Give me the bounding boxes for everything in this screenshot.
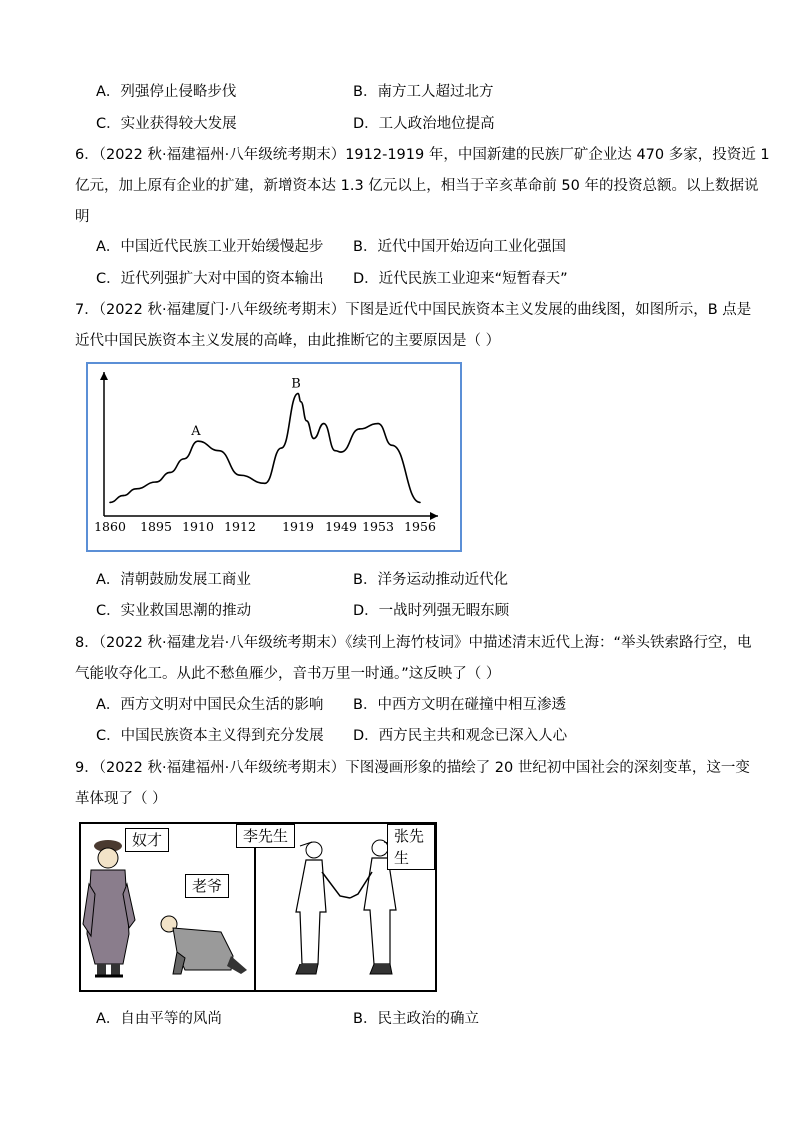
- q5-option-c[interactable]: C．实业获得较大发展: [96, 116, 237, 132]
- q5-option-d[interactable]: D．工人政治地位提高: [353, 116, 495, 132]
- q9-stem-line-1: 9．（2022 秋·福建福州·八年级统考期末）下图漫画形象的描绘了 20 世纪初中国社会的深刻变革，这一变: [75, 760, 750, 776]
- q6-option-b[interactable]: B．近代中国开始迈向工业化强国: [353, 239, 566, 255]
- q7-option-b[interactable]: B．洋务运动推动近代化: [353, 572, 508, 588]
- q8-stem-line-1: 8．（2022 秋·福建龙岩·八年级统考期末）《续刊上海竹枝词》中描述清末近代上海：“举头铁索路行空，电: [75, 635, 752, 651]
- data-point: [300, 401, 302, 403]
- q7-option-a[interactable]: A．清朝鼓励发展工商业: [96, 572, 251, 588]
- social-change-cartoon: [79, 822, 437, 992]
- q7-stem-line-2: 近代中国民族资本主义发展的高峰，由此推断它的主要原因是（ ）: [75, 333, 501, 349]
- chart-svg: [88, 364, 460, 550]
- bubble-li: 李先生: [236, 824, 295, 848]
- data-point: [359, 428, 361, 430]
- q7-option-d[interactable]: D．一战时列强无暇东顾: [353, 603, 510, 619]
- x-tick-label: 1895: [140, 519, 172, 534]
- q9-stem-line-2: 革体现了（ ）: [75, 791, 167, 807]
- q6-option-c[interactable]: C．近代列强扩大对中国的资本输出: [96, 271, 324, 287]
- q8-option-a[interactable]: A．西方文明对中国民众生活的影响: [96, 697, 324, 713]
- q6-stem-line-3: 明: [75, 209, 90, 225]
- x-tick-label: 1860: [94, 519, 126, 534]
- point-label-a: A: [191, 424, 201, 440]
- bubble-master: 老爷: [185, 874, 229, 898]
- x-tick-label: 1956: [404, 519, 436, 534]
- q7-option-c[interactable]: C．实业救国思潮的推动: [96, 603, 252, 619]
- q6-stem-line-1: 6．（2022 秋·福建福州·八年级统考期末）1912-1919 年，中国新建的民族厂矿企业达 470 多家，投资近 1: [75, 147, 770, 163]
- data-point: [297, 393, 299, 395]
- q9-option-a[interactable]: A．自由平等的风尚: [96, 1011, 222, 1027]
- data-point: [323, 423, 325, 425]
- data-point: [377, 423, 379, 425]
- data-point: [391, 444, 393, 446]
- data-point: [419, 502, 421, 504]
- data-point: [183, 458, 185, 460]
- point-label-b: B: [291, 376, 301, 392]
- q8-option-c[interactable]: C．中国民族资本主义得到充分发展: [96, 728, 324, 744]
- data-point: [122, 495, 124, 497]
- data-point: [334, 450, 336, 452]
- data-point: [155, 481, 157, 483]
- data-point: [306, 420, 308, 422]
- q8-option-d[interactable]: D．西方民主共和观念已深入人心: [353, 728, 568, 744]
- x-tick-label: 1953: [362, 519, 394, 534]
- q5-option-a[interactable]: A．列强停止侵略步伐: [96, 84, 237, 100]
- bubble-zhang: 张先生: [387, 824, 435, 870]
- q7-stem-line-1: 7．（2022 秋·福建厦门·八年级统考期末）下图是近代中国民族资本主义发展的曲线图，如图所示，B 点是: [75, 302, 752, 318]
- x-tick-label: 1912: [224, 519, 256, 534]
- x-tick-label: 1949: [325, 519, 357, 534]
- y-axis-arrow-icon: [100, 372, 108, 380]
- x-tick-label: 1919: [282, 519, 314, 534]
- data-point: [239, 474, 241, 476]
- data-point: [340, 451, 342, 453]
- data-point: [135, 488, 137, 490]
- data-point: [264, 483, 266, 485]
- data-point: [197, 440, 199, 442]
- data-point: [281, 447, 283, 449]
- series-line: [110, 394, 420, 503]
- q5-option-b[interactable]: B．南方工人超过北方: [353, 84, 494, 100]
- data-point: [218, 450, 220, 452]
- q6-stem-line-2: 亿元，加上原有企业的扩建，新增资本达 1.3 亿元以上，相当于辛亥革命前 50 年的投资总额。以上数据说: [75, 178, 759, 194]
- bubble-servant: 奴才: [125, 828, 169, 852]
- x-tick-label: 1910: [182, 519, 214, 534]
- q9-option-b[interactable]: B．民主政治的确立: [353, 1011, 479, 1027]
- q6-option-d[interactable]: D．近代民族工业迎来“短暂春天”: [353, 271, 568, 287]
- data-point: [169, 472, 171, 474]
- q6-option-a[interactable]: A．中国近代民族工业开始缓慢起步: [96, 239, 324, 255]
- q8-option-b[interactable]: B．中西方文明在碰撞中相互渗透: [353, 697, 566, 713]
- data-point: [109, 502, 111, 504]
- data-point: [313, 438, 315, 440]
- capitalism-development-chart: [86, 362, 462, 552]
- q8-stem-line-2: 气能收夺化工。从此不愁鱼雁少，音书万里一时通。”这反映了（ ）: [75, 666, 501, 682]
